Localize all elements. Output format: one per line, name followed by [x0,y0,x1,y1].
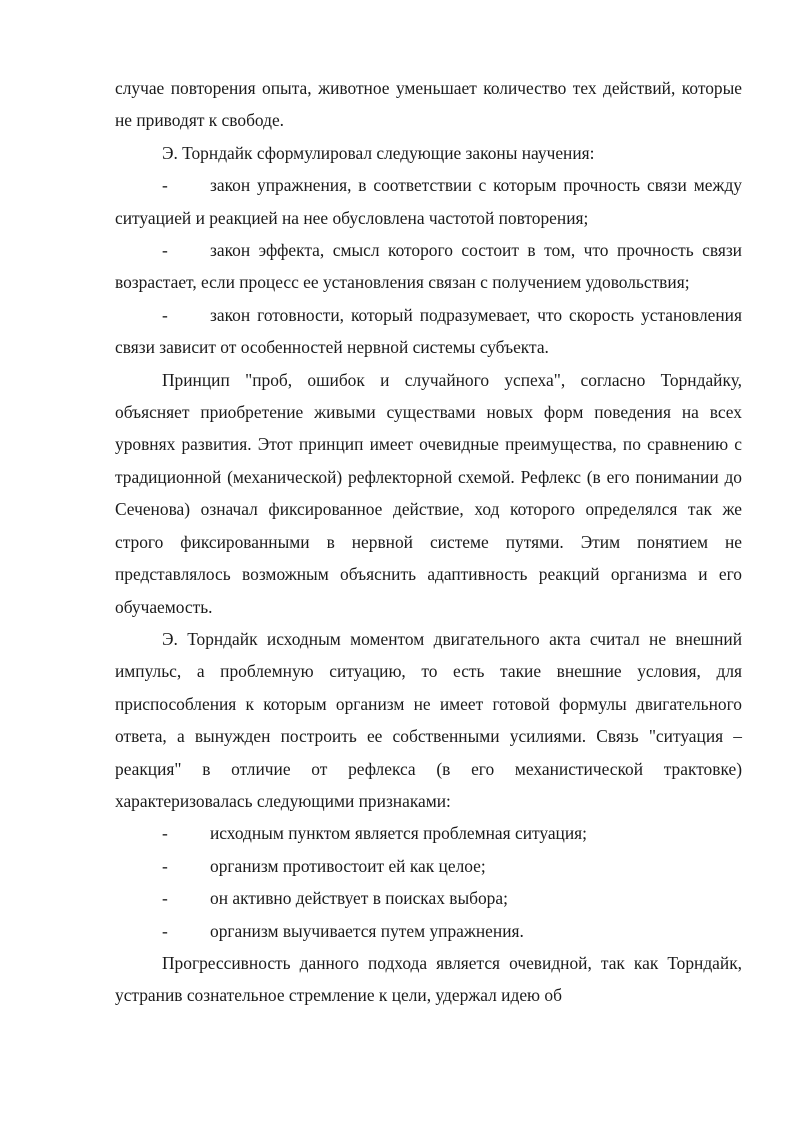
list-item-feature-4 [115,915,742,947]
list-item-feature-1 [115,817,742,849]
paragraph-progressiveness: Прогрессивность данного подхода является очевидной, так как Торндайк, устранив сознательное стремление к цели, удержал идею об [115,952,742,1006]
list-item-law-exercise [115,169,742,234]
paragraph-trial-and-error: Принцип "проб, ошибок и случайного успеха", согласно Торндайку, объясняет приобретение живыми существами новых форм поведения на всех уровнях развития. Этот принцип имеет очевидные преимущества, по сравнению с традиционной (механической) рефлекторной схемой. Рефлекс (в его понимании до Сеченова) означал фиксированное действие, ход которого определялся так же строго фиксированными в нервной системе путями. Этим понятием не представлялось возможным объяснить адаптивность реакций организма и его обучаемость. [115,369,742,617]
document-body [115,72,742,1012]
list-dash: - [162,240,168,261]
list-item-text: закон готовности, который подразумевает, что скорость установления связи зависит от особенностей нервной системы субъекта. [115,304,742,358]
list-item-text: организм выучивается путем упражнения. [210,920,524,941]
list-item-law-readiness [115,299,742,364]
list-item-text: организм противостоит ей как целое; [210,855,486,876]
list-item-text: закон упражнения, в соответствии с которым прочность связи между ситуацией и реакцией на нее обусловлена частотой повторения; [115,175,742,228]
paragraph-problem-situation: Э. Торндайк исходным моментом двигательного акта считал не внешний импульс, а проблемную ситуацию, то есть такие внешние условия, для приспособления к которым организм не имеет готовой формулы двигательного ответа, а вынужден построить ее собственными усилиями. Связь "ситуация – реакция" в отличие от рефлекса (в его механистической трактовке) характеризовалась следующими признаками: [115,628,742,811]
list-dash: - [162,888,168,909]
list-dash: - [162,823,168,844]
list-item-feature-3 [115,882,742,914]
list-item-feature-2 [115,850,742,882]
list-dash: - [162,855,168,876]
paragraph-laws-intro: Э. Торндайк сформулировал следующие законы научения: [162,142,595,163]
list-dash: - [162,304,168,325]
list-item-text: он активно действует в поисках выбора; [210,888,508,909]
list-dash: - [162,920,168,941]
list-item-text: исходным пунктом является проблемная ситуация; [210,823,587,844]
list-dash: - [162,175,168,196]
list-item-law-effect [115,234,742,299]
paragraph-continuation: случае повторения опыта, животное уменьшает количество тех действий, которые не приводят к свободе. [115,78,742,131]
list-item-text: закон эффекта, смысл которого состоит в том, что прочность связи возрастает, если процесс ее установления связан с получением удовольствия; [115,240,742,293]
